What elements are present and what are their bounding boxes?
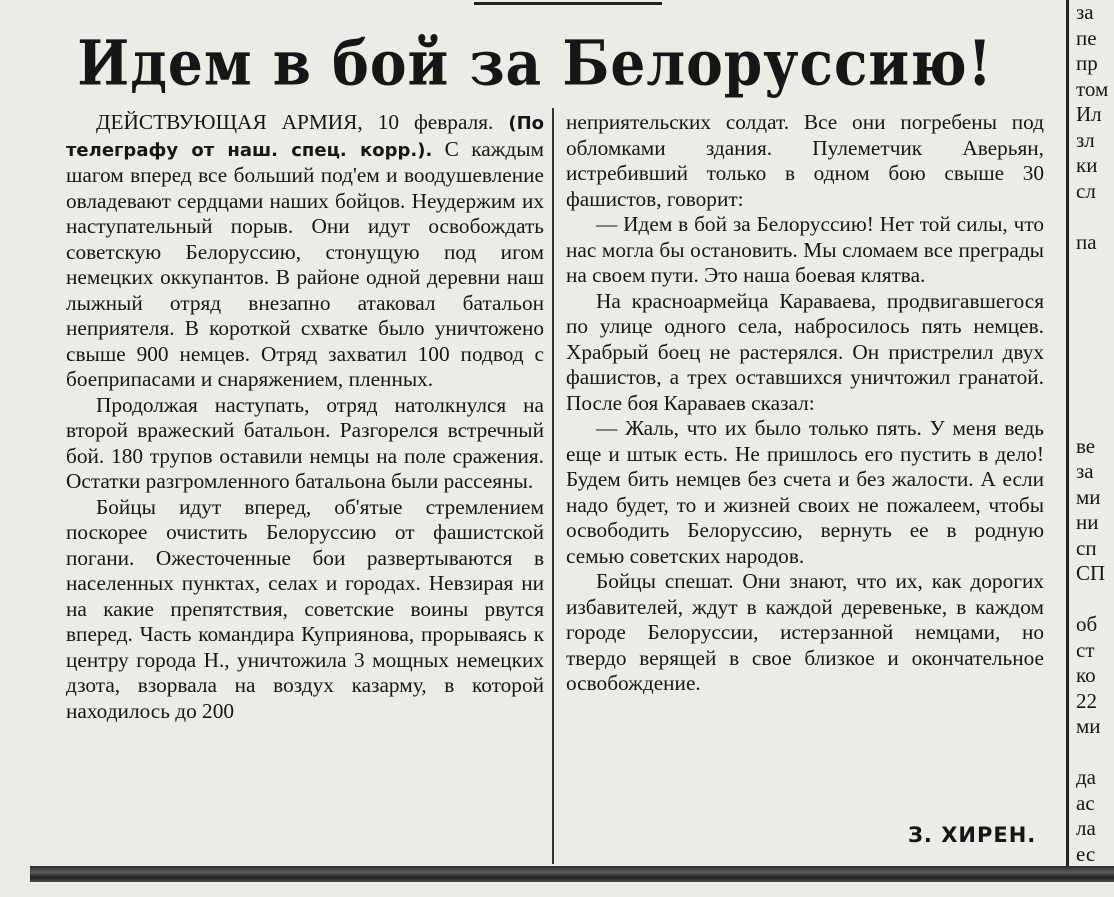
article-column-2	[566, 110, 1044, 697]
paragraph-text: С каждым шагом вперед все больший под'ем и воодушевление овладевают сердцами наших бойцов. Неудержим их наступательный порыв. Они идут освобождать советскую Белоруссию, стонущую под игом немецких оккупантов. В районе одной деревни наш лыжный отряд внезапно атаковал батальон неприятеля. В короткой схватке было уничтожено свыше 900 немцев. Отряд захватил 100 подвод с боеприпасами и снаряжением, пленных.	[66, 136, 545, 391]
edge-fragment: сп	[1076, 535, 1097, 560]
edge-fragment: ки	[1076, 153, 1098, 177]
paragraph: Бойцы идут вперед, об'ятые стремлением поскорее очистить Белоруссию от фашистской погани. Ожесточенные бои развертываются в населенных пунктах, селах и городах. Невзирая ни на какие препятствия, советские воины рвутся вперед. Часть командира Куприянова, прорываясь к центру города Н., уничтожила 3 мощных немецких дзота, взорвала на воздух казарму, в которой находилось до 200	[66, 494, 544, 723]
edge-fragment: зл	[1076, 127, 1095, 152]
article-column-1	[66, 110, 544, 724]
edge-fragment: за	[1076, 0, 1094, 24]
edge-fragment: пр	[1076, 51, 1098, 75]
bottom-rule	[30, 866, 1114, 882]
edge-fragment: Ил	[1076, 102, 1102, 126]
edge-fragment	[1076, 408, 1114, 434]
edge-fragment	[1076, 383, 1114, 409]
edge-fragment: пе	[1076, 25, 1097, 50]
edge-fragment: ес	[1076, 841, 1096, 866]
edge-fragment: ни	[1076, 510, 1099, 534]
edge-fragment: СП	[1076, 561, 1106, 585]
top-rule	[474, 2, 662, 5]
author-signature: З. ХИРЕН.	[908, 823, 1037, 847]
paragraph: Бойцы спешат. Они знают, что их, как дорогих избавителей, ждут в каждой деревеньке, в каждом городе Белоруссии, истерзанной немцами, но твердо верящей в свое близкое и окончательное освобождение.	[566, 569, 1044, 695]
edge-fragment: об	[1076, 612, 1098, 636]
lead-paragraph	[66, 110, 544, 393]
edge-fragment	[1076, 255, 1114, 281]
headline: Идем в бой за Белоруссию!	[77, 26, 993, 99]
edge-fragment: ко	[1076, 663, 1096, 687]
edge-fragment: 22	[1076, 688, 1097, 713]
edge-fragment	[1076, 357, 1114, 383]
dateline: ДЕЙСТВУЮЩАЯ АРМИЯ, 10 февраля.	[96, 110, 494, 134]
edge-fragment: за	[1076, 459, 1094, 483]
edge-fragment: ла	[1076, 816, 1096, 840]
column-divider	[552, 108, 554, 864]
edge-fragment: па	[1076, 229, 1097, 254]
edge-fragment: том	[1076, 76, 1109, 101]
edge-fragment: ст	[1076, 637, 1095, 662]
column-divider-right	[1066, 0, 1069, 870]
edge-fragment: да	[1076, 765, 1097, 789]
paragraph: На красноармейца Караваева, продвигавшегося по улице одного села, набросилось пять немцев. Храбрый боец не растерялся. Он пристрелил двух фашистов, а трех оставшихся уничтожил гранатой. После боя Караваев сказал:	[566, 288, 1044, 415]
edge-fragment: ве	[1076, 433, 1096, 458]
paragraph: неприятельских солдат. Все они погребены под обломками здания. Пулеметчик Аверьян, истребивший только в одном бою свыше 30 фашистов, говорит:	[566, 110, 1044, 211]
edge-fragment	[1076, 281, 1114, 307]
edge-fragment	[1076, 306, 1114, 332]
edge-fragment: ми	[1076, 484, 1101, 509]
edge-fragment: ас	[1076, 790, 1095, 815]
adjacent-column-fragment	[1076, 0, 1114, 867]
edge-fragment	[1076, 204, 1114, 230]
edge-fragment	[1076, 740, 1114, 766]
correspondent-note: (По телеграфу от наш. спец. корр.).	[66, 113, 545, 161]
edge-fragment	[1076, 332, 1114, 358]
edge-fragment	[1076, 587, 1114, 613]
quote-paragraph: — Жаль, что их было только пять. У меня ведь еще и штык есть. Не пришлось его пустить в дело! Будем бить немцев без счета и без жалости. А если надо будет, то и жизней своих не пожалеем, чтобы освободить Белоруссию, вернуть ее в родную семью советских народов.	[566, 416, 1044, 568]
paragraph: Продолжая наступать, отряд натолкнулся на второй вражеский батальон. Разгорелся встречный бой. 180 трупов оставили немцы на поле сражения. Остатки разгромленного батальона были рассеяны.	[66, 392, 544, 493]
edge-fragment: ми	[1076, 714, 1101, 738]
edge-fragment: сл	[1076, 178, 1096, 203]
quote-paragraph: — Идем в бой за Белоруссию! Нет той силы, что нас могла бы остановить. Мы сломаем все преграды на своем пути. Это наша боевая клятва.	[566, 212, 1044, 287]
